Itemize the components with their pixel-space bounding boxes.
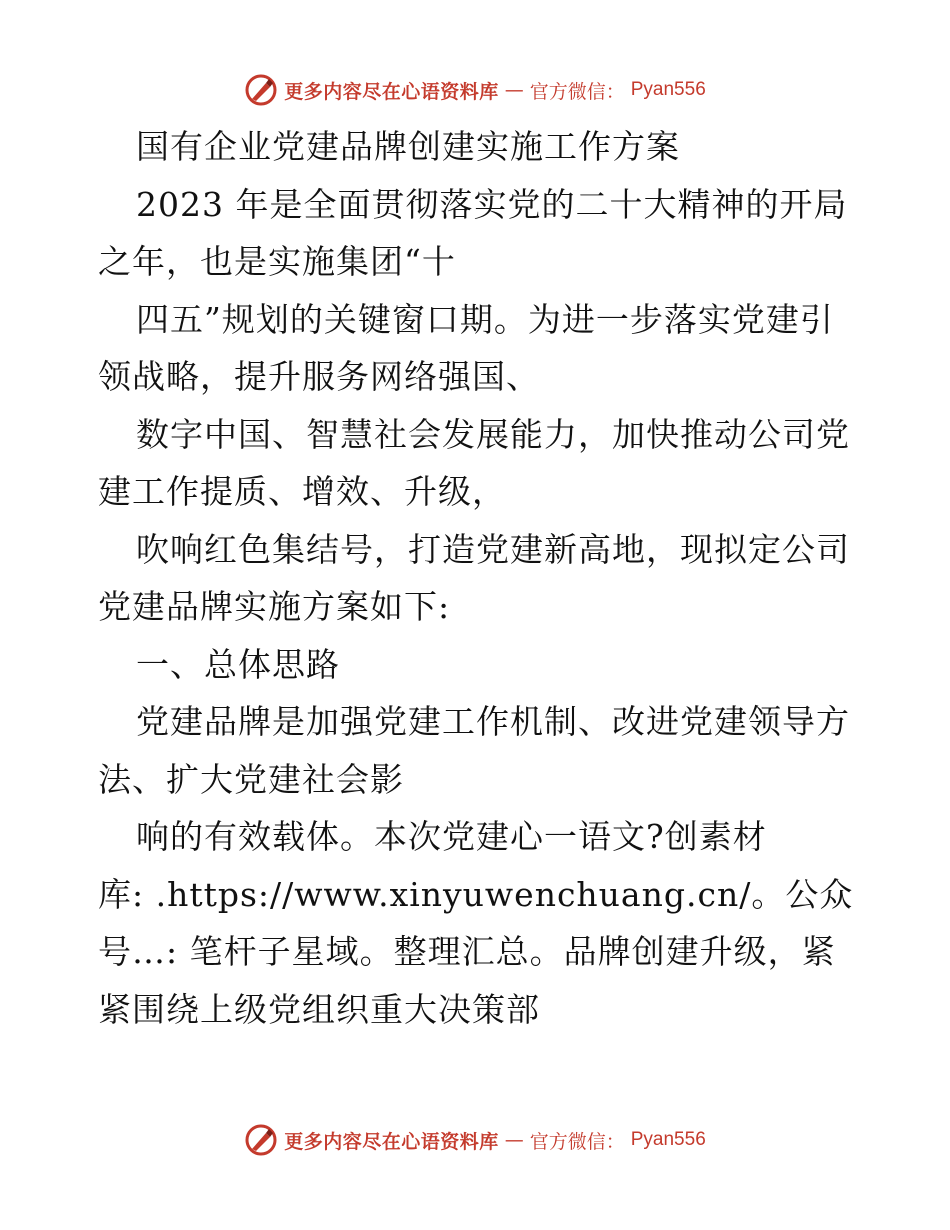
text-line: 响的有效载体。本次党建心一语文?创素材	[136, 817, 767, 856]
watermark-account-label: 官方微信：	[529, 80, 625, 103]
text-line: 国有企业党建品牌创建实施工作方案	[136, 127, 680, 166]
pen-logo-icon	[244, 73, 278, 107]
watermark-account-id: Pyan556	[630, 79, 706, 100]
text-line: 建工作提质、增效、升级，	[98, 472, 506, 511]
text-line: 2023 年是全面贯彻落实党的二十大精神的开局	[136, 184, 848, 224]
text-line: 吹响红色集结号，打造党建新高地，现拟定公司	[136, 529, 850, 569]
text-line: 一、总体思路	[136, 644, 340, 684]
text-line: 紧围绕上级党组织重大决策部	[98, 989, 540, 1029]
text-line: 法、扩大党建社会影	[98, 759, 404, 799]
watermark-account-label: 官方微信：	[529, 1130, 625, 1153]
watermark-account-id: Pyan556	[630, 1129, 706, 1150]
text-line: 库: .https://www.xinyuwenchuang.cn/。公众	[98, 874, 854, 914]
footer-watermark	[0, 1120, 950, 1160]
watermark-site-name: 更多内容尽在心语资料库	[284, 1130, 499, 1153]
text-line: 党建品牌实施方案如下:	[98, 587, 451, 626]
text-line: 四五”规划的关键窗口期。为进一步落实党建引	[136, 299, 834, 339]
watermark-site-name: 更多内容尽在心语资料库	[284, 80, 499, 103]
document-body	[98, 118, 858, 1038]
text-line: 数字中国、智慧社会发展能力，加快推动公司党	[136, 414, 850, 454]
text-line: 领战略，提升服务网络强国、	[98, 357, 540, 396]
text-line: 党建品牌是加强党建工作机制、改进党建领导方	[136, 702, 850, 741]
header-watermark	[0, 70, 950, 110]
watermark-separator: —	[504, 79, 524, 101]
pen-logo-icon	[244, 1123, 278, 1157]
watermark-separator: —	[504, 1129, 524, 1151]
text-line: 号…: 笔杆子星域。整理汇总。品牌创建升级，紧	[98, 932, 836, 971]
text-line: 之年，也是实施集团“十	[98, 242, 456, 281]
